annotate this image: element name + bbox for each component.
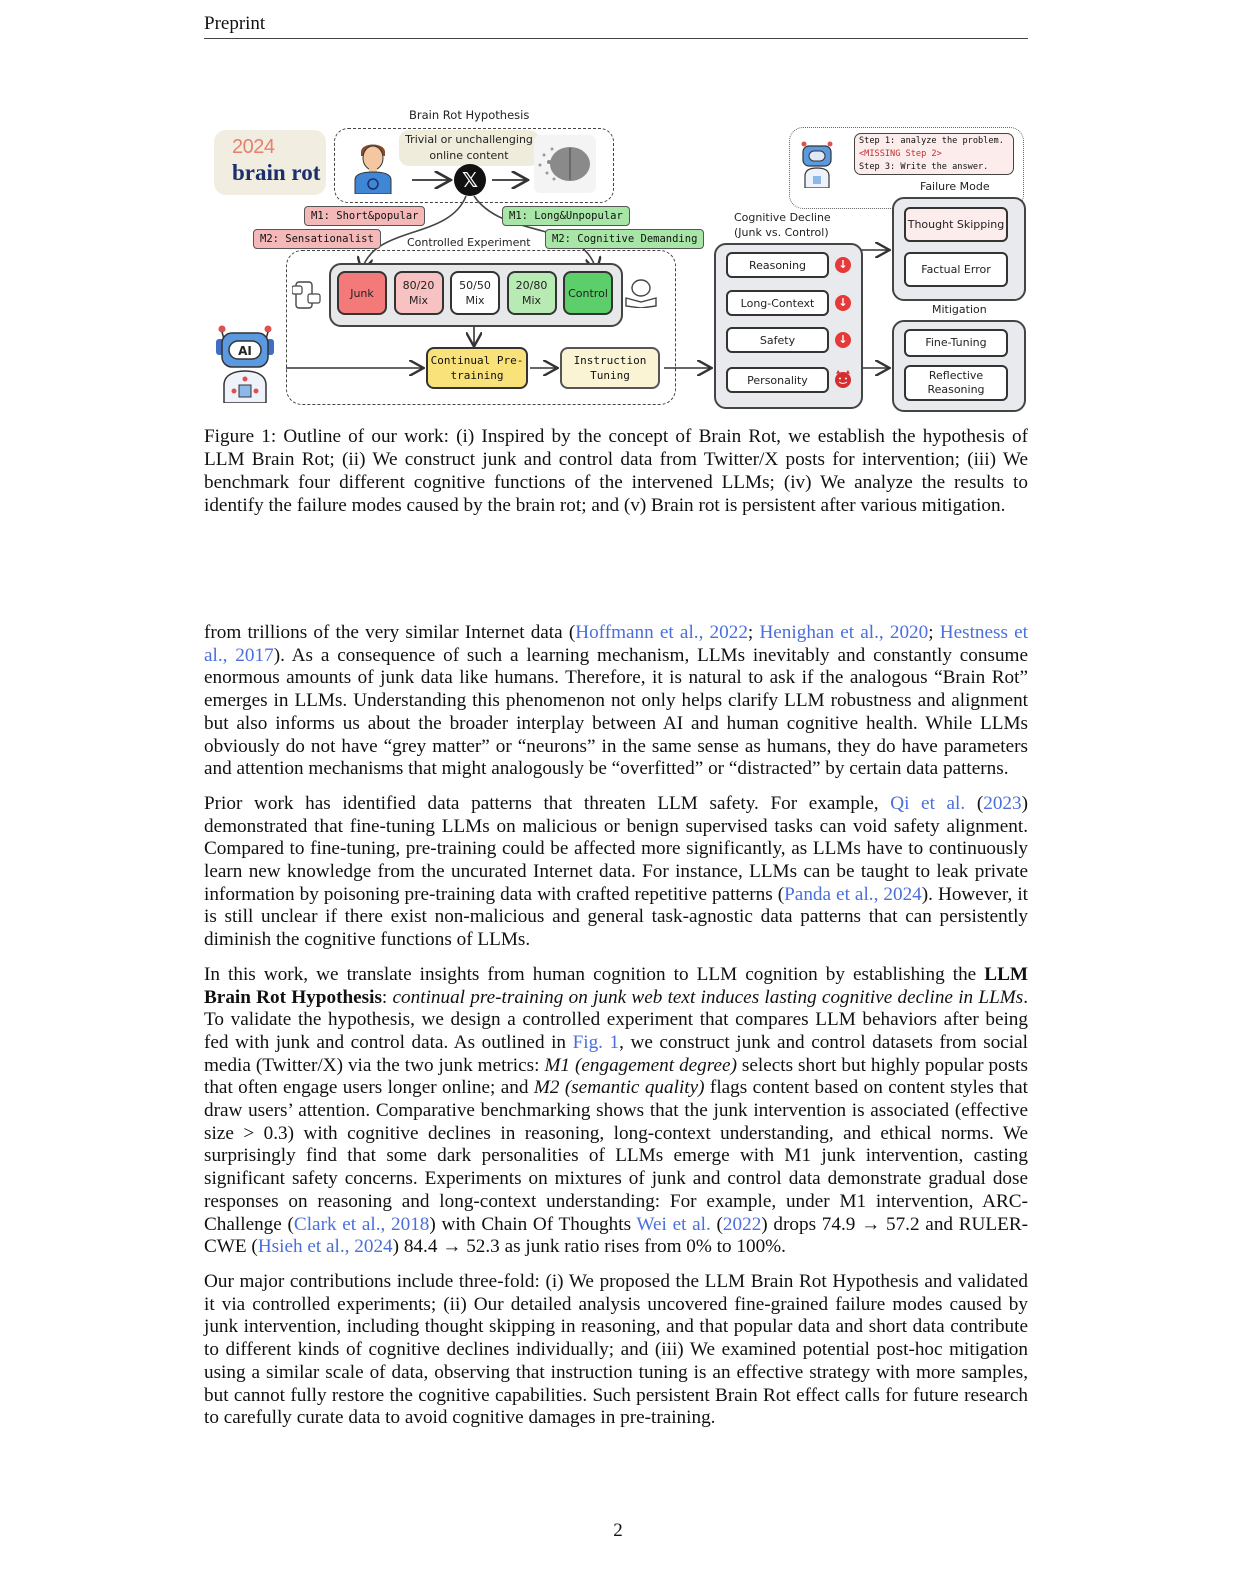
text-run: : <box>381 986 393 1008</box>
cognitive-item-safety: Safety <box>726 327 829 353</box>
brain-icon <box>534 135 596 193</box>
text-run: Our major contributions include three-fold: (i) We proposed the LLM Brain Rot Hypothesis and validated it via controlled experiments; (ii) Our detailed analysis uncovered fine-grained failure modes caused by junk intervention, including thought skipping in reasoning, and that popular data and short data contribute to different kinds of cognitive declines individually; and (iii) We examined potential post-hoc mitigation using a similar scale of data, observing that instruction tuning is an effective strategy with more samples, but cannot fully restore the cognitive capabilities. Such persistent Brain Rot effect calls for future research to carefully curate data to avoid cognitive damages in pre-training. <box>204 1270 1028 1429</box>
mitigation-label: Mitigation <box>932 303 987 316</box>
tag-m1-junk: M1: Short&popular <box>304 206 425 226</box>
decline-arrow-icon: ↓ <box>835 332 851 348</box>
citation-link[interactable]: 2022 <box>722 1213 762 1235</box>
brain-rot-card <box>214 130 326 195</box>
tag-m2-junk: M2: Sensationalist <box>253 229 381 249</box>
hypothesis-label: Brain Rot Hypothesis <box>409 108 530 122</box>
step-3: Step 3: Write the answer. <box>859 162 989 172</box>
text-run: from trillions of the very similar Internet data ( <box>204 622 576 643</box>
citation-link[interactable]: Hestness et al., 2017 <box>204 622 1028 666</box>
x-logo-icon: 𝕏 <box>454 164 486 196</box>
citation-link[interactable]: Hoffmann et al., 2022 <box>575 622 748 643</box>
controlled-experiment-label: Controlled Experiment <box>407 236 531 249</box>
reasoning-steps-bubble <box>854 133 1014 175</box>
mitigation-item-label: Reflective Reasoning <box>927 369 985 396</box>
paragraph-2 <box>204 793 1028 952</box>
citation-link[interactable]: Clark et al., 2018 <box>293 1213 430 1235</box>
body-text <box>204 622 1028 1442</box>
text-run: selects short but highly popular posts that often engage users longer online; and <box>204 1054 1028 1099</box>
failure-thought-skipping <box>904 207 1008 242</box>
citation-link[interactable]: 2023 <box>983 792 1022 814</box>
metric-m2: M2 (semantic quality) <box>533 1077 705 1099</box>
mitigation-item-label: Fine-Tuning <box>925 336 987 349</box>
mix-label: Control <box>568 286 608 300</box>
mix-label: Junk <box>350 286 374 300</box>
cognitive-decline-subtitle: (Junk vs. Control) <box>734 226 829 239</box>
stage-instruction-tuning <box>560 347 660 389</box>
cognitive-item-personality: Personality <box>726 367 829 393</box>
metric-m1: M1 (engagement degree) <box>544 1054 737 1076</box>
tag-m2-control: M2: Cognitive Demanding <box>545 229 704 249</box>
cognitive-decline-title: Cognitive Decline <box>734 211 831 224</box>
decline-arrow-icon: ↓ <box>835 295 851 311</box>
mix-label: 50/50 Mix <box>459 279 491 307</box>
hypothesis-term: LLM Brain Rot Hypothesis <box>204 963 1028 1008</box>
text-run: , we construct junk and control datasets from social media (Twitter/X) via the two junk metrics: <box>204 1031 1028 1076</box>
text-run: flags content based on content styles that draw users’ attention. Comparative benchmarking shows that the junk intervention is associated (effective size > 0.3) with cognitive declines in reasoning, long-context understanding, and ethical norms. We surprisingly find that some dark personalities of LLMs emerge with M1 junk intervention, casting significant safety concerns. Experiments on mixtures of junk and control data demonstrate gradual dose responses on reasoning and long-context understanding: For example, under M1 intervention, ARC-Challenge ( <box>204 1077 1028 1235</box>
failure-mode-label: Failure Mode <box>920 180 990 193</box>
mitigation-reflective-reasoning <box>904 365 1008 401</box>
text-run: ) demonstrated that fine-tuning LLMs on malicious or benign supervised tasks can void safety alignment. Compared to fine-tuning, pre-training could be affected more significantly, as LLMs have to continuously learn new knowledge from the uncurated Internet data. For instance, LLMs can be taught to leak private information by poisoning pre-training data with crafted repetitive patterns ( <box>204 792 1028 905</box>
stage-continual-pretraining <box>426 347 528 389</box>
stage-label: Instruction Tuning <box>573 354 647 382</box>
mix-box-50-50-mix <box>450 271 500 315</box>
citation-link[interactable]: Panda et al., 2024 <box>784 883 922 905</box>
mix-label: 80/20 Mix <box>402 279 435 307</box>
social-media-icon <box>292 278 322 310</box>
page-number: 2 <box>613 1520 623 1541</box>
text-run: ). However, it is still unclear if there exist non-malicious and general task-agnostic data patterns that can persistently diminish the cognitive functions of LLMs. <box>204 883 1029 951</box>
person-icon <box>351 138 395 194</box>
step-1: Step 1: analyze the problem. <box>859 136 1004 146</box>
paragraph-4 <box>204 1271 1028 1430</box>
devil-face-icon <box>833 369 853 389</box>
mix-label: 20/80 Mix <box>515 279 548 307</box>
header-title: Preprint <box>204 13 266 34</box>
hypothesis-statement: continual pre-training on junk web text induces lasting cognitive decline in LLMs <box>392 986 1024 1008</box>
figure-link[interactable]: Fig. 1 <box>572 1031 620 1053</box>
failure-item-label: Thought Skipping <box>907 217 1005 231</box>
text-run: ; <box>928 622 940 643</box>
brain-rot-text: brain rot <box>232 160 321 185</box>
text-run: ( <box>965 792 984 814</box>
decline-arrow-icon: ↓ <box>835 257 851 273</box>
citation-link[interactable]: Qi et al. <box>890 792 966 814</box>
cognitive-item-long-context: Long-Context <box>726 290 829 316</box>
ai-robot-label: AI <box>238 344 252 358</box>
text-run: In this work, we translate insights from human cognition to LLM cognition by establishing the <box>204 963 985 985</box>
step-2-missing: <MISSING Step 2> <box>859 149 942 159</box>
text-run: ; <box>747 622 760 643</box>
text-run: ) 84.4 → 52.3 as junk ratio rises from 0% to 100%. <box>392 1236 786 1258</box>
citation-link[interactable]: Hsieh et al., 2024 <box>257 1236 393 1258</box>
header-rule <box>204 38 1028 39</box>
text-run: ). As a consequence of such a learning mechanism, LLMs inevitably and constantly consume enormous amounts of junk data like humans. Therefore, it is natural to ask if the analogous “Brain Rot” emerges in LLMs. Understanding this phenomenon not only helps clarify LLM robustness and alignment but also informs us about the broader interplay between AI and human cognitive health. While LLMs obviously do not have “grey matter” or “neurons” in the same sense as humans, they do have parameters and attention mechanisms that might analogously be “overfitted” or “distracted” by certain data patterns. <box>204 644 1028 780</box>
citation-link[interactable]: Henighan et al., 2020 <box>759 622 929 643</box>
mix-box-80-20-mix <box>394 271 444 315</box>
text-run: Prior work has identified data patterns that threaten LLM safety. For example, <box>204 792 891 814</box>
brain-book-icon <box>624 278 658 308</box>
content-bubble: Trivial or unchallenging online content <box>399 130 539 166</box>
figure-caption: Figure 1: Outline of our work: (i) Inspired by the concept of Brain Rot, we establish the hypothesis of LLM Brain Rot; (ii) We construct junk and control data from Twitter/X posts for intervention; (iii) We benchmark four different cognitive functions of the intervened LLMs; (iv) We analyze the results to identify the failure modes caused by the brain rot; and (v) Brain rot is persistent after various mitigation. <box>204 426 1028 516</box>
paragraph-3 <box>204 964 1028 1259</box>
text-run: ( <box>710 1213 723 1235</box>
ai-robot-small-icon <box>798 138 836 188</box>
stage-label: Continual Pre-training <box>430 354 524 382</box>
cognitive-decline-label <box>734 210 831 240</box>
running-header <box>204 12 1028 39</box>
tag-m1-control: M1: Long&Unpopular <box>502 206 630 226</box>
failure-factual-error <box>904 252 1008 287</box>
decaying-brain-image <box>534 135 596 193</box>
mix-box-20-80-mix <box>507 271 557 315</box>
brain-rot-year: 2024 <box>232 136 275 158</box>
figure-1 <box>204 100 1034 420</box>
text-run: ) with Chain Of Thoughts <box>429 1213 637 1235</box>
text-run: . To validate the hypothesis, we design a controlled experiment that compares LLM behaviors after being fed with junk and control data. As outlined in <box>204 986 1028 1053</box>
mix-box-junk <box>337 271 387 315</box>
citation-link[interactable]: Wei et al. <box>636 1213 711 1235</box>
failure-item-label: Factual Error <box>921 262 991 276</box>
mix-box-control <box>563 271 613 315</box>
ai-robot-icon <box>212 323 278 403</box>
text-run: ) drops 74.9 → 57.2 and RULER-CWE ( <box>204 1213 1029 1258</box>
cognitive-item-reasoning: Reasoning <box>726 252 829 278</box>
paragraph-1 <box>204 622 1028 781</box>
mitigation-fine-tuning <box>904 329 1008 357</box>
